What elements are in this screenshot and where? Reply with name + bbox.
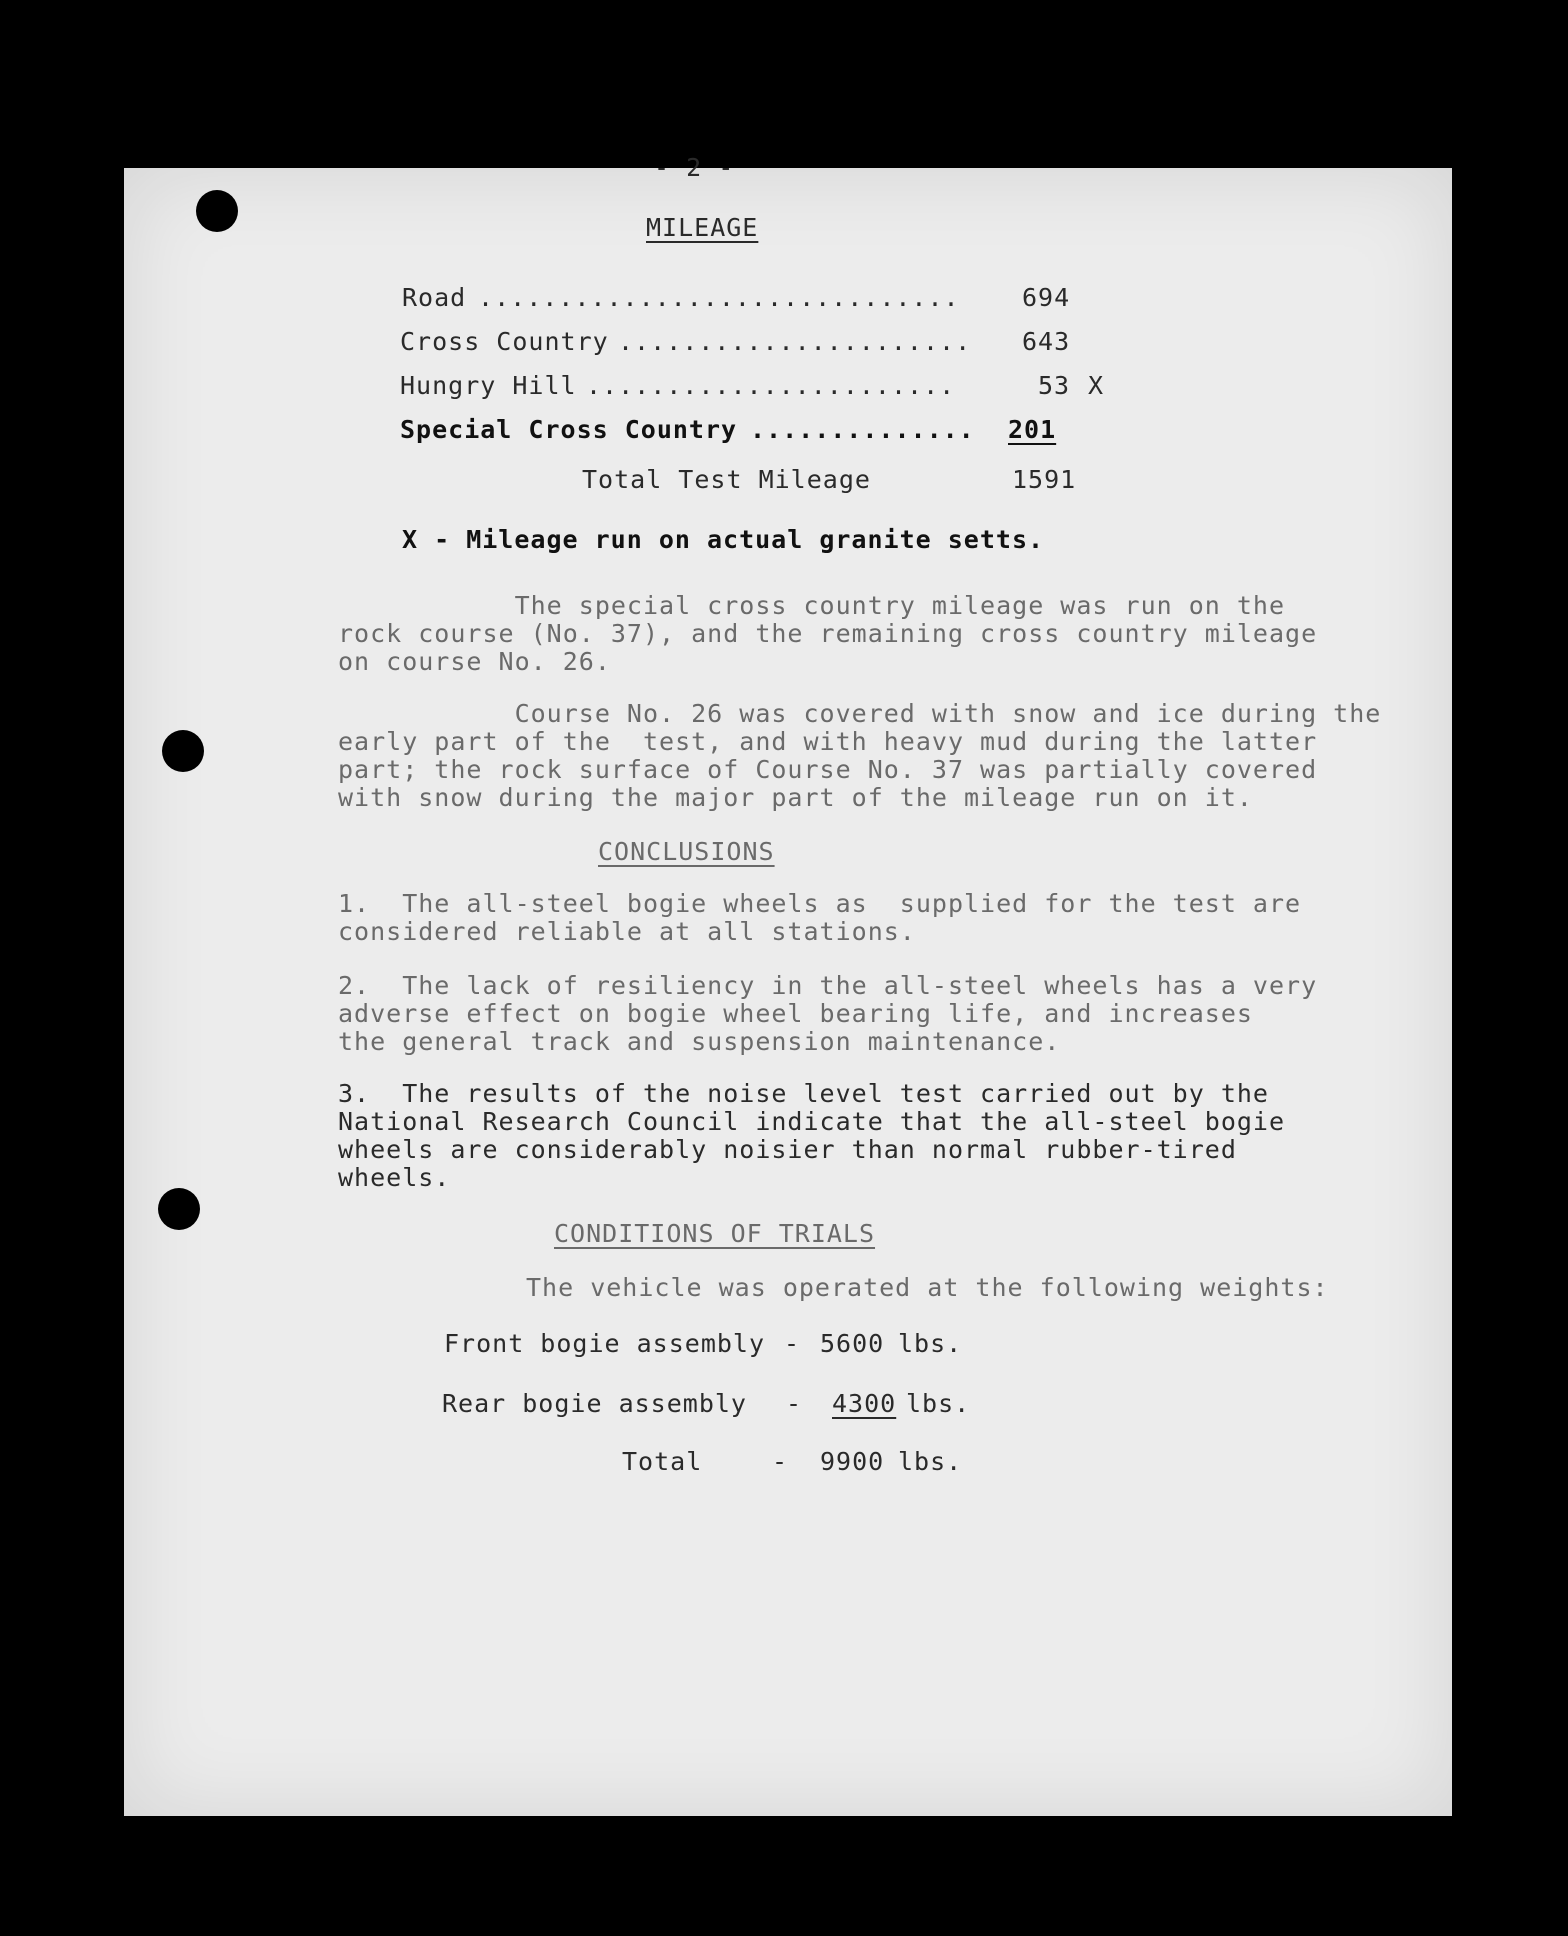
text-line: wheels. <box>338 1163 451 1192</box>
text-line: 1. The all-steel bogie wheels as supplied for the test are <box>338 889 1302 918</box>
weight-dash: - <box>786 1389 803 1418</box>
mileage-label: Special Cross Country <box>400 415 738 444</box>
text-line: on course No. 26. <box>338 647 611 676</box>
text-line: National Research Council indicate that the all-steel bogie <box>338 1107 1286 1136</box>
dot-leader: .............................. <box>462 283 960 312</box>
body-paragraph <box>338 592 1317 676</box>
weight-value: 4300 <box>832 1389 897 1418</box>
weight-unit: lbs. <box>898 1447 963 1476</box>
dot-leader: .............. <box>750 415 975 444</box>
conclusion-item <box>338 890 1301 946</box>
text-line: part; the rock surface of Course No. 37 was partially covered <box>338 755 1318 784</box>
mileage-total-value: 1591 <box>1012 465 1077 494</box>
text-line: wheels are considerably noisier than normal rubber-tired <box>338 1135 1237 1164</box>
conclusions-heading: CONCLUSIONS <box>598 837 775 866</box>
mileage-value: 643 <box>1022 327 1071 356</box>
text-line: considered reliable at all stations. <box>338 917 916 946</box>
text-line: 3. The results of the noise level test carried out by the <box>338 1079 1269 1108</box>
weight-total-label: Total <box>622 1447 703 1476</box>
page-number: - 2 - <box>654 153 735 182</box>
text-line: rock course (No. 37), and the remaining cross country mileage <box>338 619 1318 648</box>
text-line: The special cross country mileage was run on the <box>338 591 1286 620</box>
punch-hole-middle <box>162 730 204 772</box>
text-line: Course No. 26 was covered with snow and ice during the <box>338 699 1382 728</box>
mileage-total-label: Total Test Mileage <box>582 465 871 494</box>
dot-leader: ....................... <box>586 371 956 400</box>
mileage-value: 694 <box>1022 283 1071 312</box>
text-line: with snow during the major part of the mileage run on it. <box>338 783 1253 812</box>
conditions-heading: CONDITIONS OF TRIALS <box>554 1219 876 1248</box>
weight-dash: - <box>772 1447 789 1476</box>
mileage-heading: MILEAGE <box>646 213 759 242</box>
weight-label: Front bogie assembly <box>444 1329 766 1358</box>
weight-unit: lbs. <box>906 1389 971 1418</box>
punch-hole-bottom <box>158 1188 200 1230</box>
conclusion-item <box>338 972 1317 1056</box>
text-line: adverse effect on bogie wheel bearing life, and increases <box>338 999 1253 1028</box>
mileage-label: Hungry Hill <box>400 371 577 400</box>
mileage-footnote: X - Mileage run on actual granite setts. <box>402 525 1045 554</box>
dot-leader: ...................... <box>618 327 972 356</box>
weight-dash: - <box>784 1329 801 1358</box>
body-paragraph <box>338 700 1381 812</box>
mileage-label: Cross Country <box>400 327 609 356</box>
mileage-value: 53 <box>1038 371 1071 400</box>
mileage-value: 201 <box>1008 415 1057 444</box>
weight-label: Rear bogie assembly <box>442 1389 747 1418</box>
text-line: 2. The lack of resiliency in the all-steel wheels has a very <box>338 971 1318 1000</box>
conditions-intro: The vehicle was operated at the following weights: <box>526 1273 1329 1302</box>
paper-sheet <box>124 153 1452 1816</box>
weight-value: 5600 <box>820 1329 885 1358</box>
weight-total-value: 9900 <box>820 1447 885 1476</box>
text-line: early part of the test, and with heavy mud during the latter <box>338 727 1318 756</box>
conclusion-item <box>338 1080 1285 1192</box>
mileage-note: X <box>1088 371 1105 400</box>
text-line: the general track and suspension maintenance. <box>338 1027 1061 1056</box>
weight-unit: lbs. <box>898 1329 963 1358</box>
punch-hole-top <box>196 190 238 232</box>
mileage-label: Road <box>402 283 467 312</box>
